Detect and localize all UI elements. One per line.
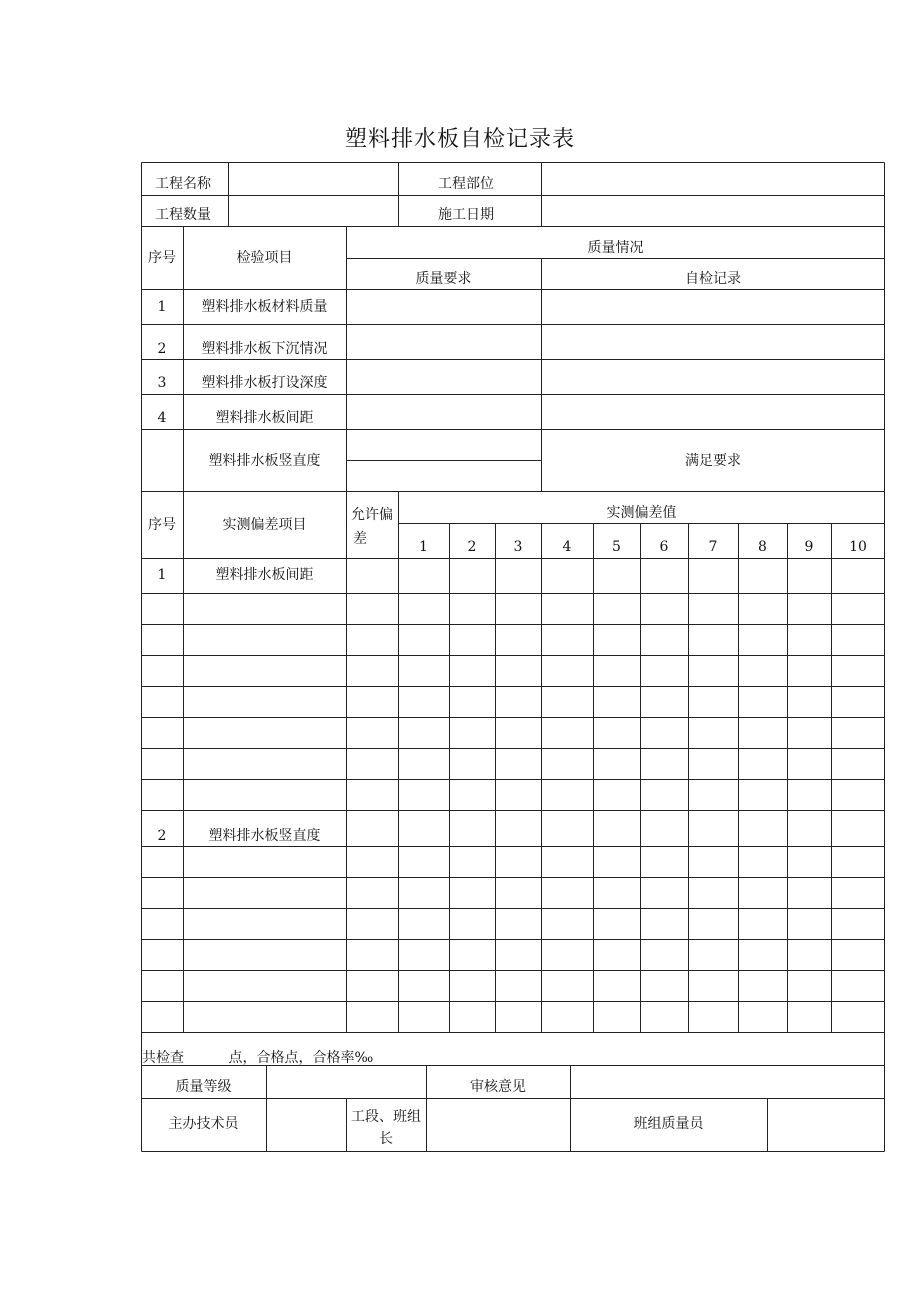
project-location-label: 工程部位	[438, 176, 494, 192]
deviation-group-item: 塑料排水板间距	[215, 567, 314, 583]
deviation-group-seq: 2	[157, 828, 167, 844]
deviation-item-label: 实测偏差项目	[222, 517, 307, 533]
measured-column-number: 4	[562, 539, 572, 555]
quality-row-seq: 4	[157, 410, 167, 426]
deviation-group-seq: 1	[157, 567, 167, 583]
summary-line: 共检查 点，合格点，合格率‰	[142, 1050, 374, 1066]
deviation-group-item: 塑料排水板竖直度	[208, 828, 321, 844]
measured-column-number: 9	[804, 539, 814, 555]
quality-row-item: 塑料排水板下沉情况	[201, 341, 328, 357]
quality-requirement-label: 质量要求	[415, 271, 472, 287]
measured-column-number: 8	[758, 539, 767, 555]
review-opinion-label: 审核意见	[470, 1079, 526, 1095]
measured-column-number: 1	[419, 539, 428, 555]
inspection-form	[141, 162, 885, 1152]
quality-row-item: 塑料排水板材料质量	[201, 299, 328, 315]
measured-column-number: 10	[849, 539, 867, 555]
quality-row-seq: 3	[157, 375, 167, 391]
section-leader-label-cont: 长	[379, 1131, 393, 1147]
project-quantity-label: 工程数量	[155, 207, 211, 223]
quality-seq-label: 序号	[148, 250, 176, 266]
section-leader-label: 工段、班组	[351, 1109, 421, 1125]
measured-column-number: 7	[708, 539, 718, 555]
measured-column-number: 5	[612, 539, 621, 555]
tech-officer-label: 主办技术员	[168, 1116, 239, 1132]
measured-deviation-label: 实测偏差值	[606, 505, 677, 521]
measured-column-number: 6	[659, 539, 669, 555]
quality-grade-label: 质量等级	[175, 1079, 232, 1095]
qc-officer-label: 班组质量员	[633, 1116, 704, 1132]
self-check-label: 自检记录	[685, 271, 741, 287]
quality-item-label: 检验项目	[236, 250, 293, 266]
project-name-label: 工程名称	[155, 176, 211, 192]
allowed-deviation-label: 允许偏	[351, 507, 393, 523]
quality-row-item: 塑料排水板间距	[215, 410, 314, 426]
quality-status-label: 质量情况	[587, 240, 644, 256]
allowed-deviation-label-cont: 差	[353, 531, 367, 547]
quality-row-item: 塑料排水板打设深度	[201, 375, 328, 391]
quality-row-seq: 1	[157, 299, 167, 315]
deviation-seq-label: 序号	[148, 517, 176, 533]
quality-row-item: 塑料排水板竖直度	[208, 453, 321, 469]
measured-column-number: 2	[467, 539, 477, 555]
satisfied-text: 满足要求	[685, 453, 741, 469]
quality-row-seq: 2	[157, 341, 167, 357]
page-title: 塑料排水板自检记录表	[344, 127, 575, 152]
construction-date-label: 施工日期	[438, 207, 494, 223]
measured-column-number: 3	[513, 539, 523, 555]
